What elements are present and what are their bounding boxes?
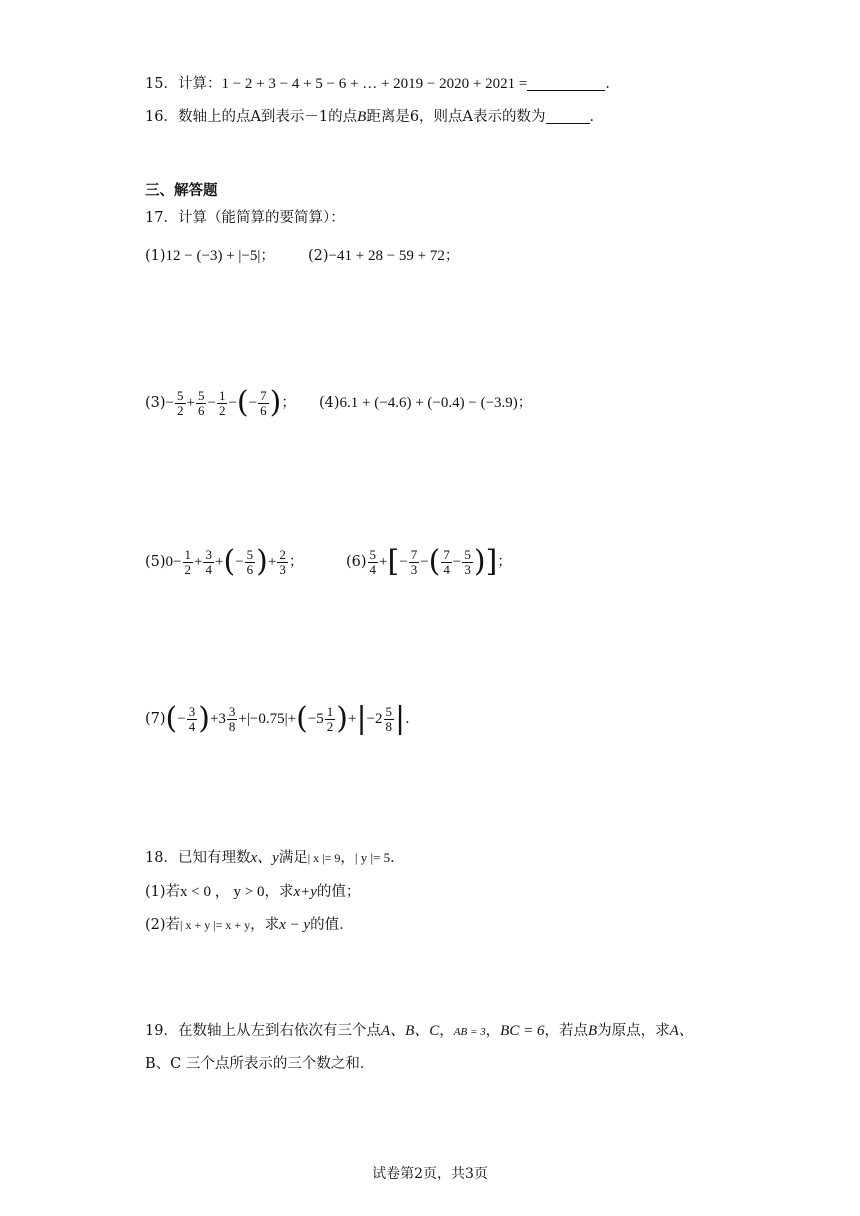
fraction: $\frac{1}{2}$ bbox=[218, 387, 226, 418]
fraction: $\frac{1}{2}$ bbox=[184, 546, 192, 577]
fraction: $\frac{1}{2}$ bbox=[326, 703, 334, 734]
question-17: 17．计算（能简算的要简算）： bbox=[145, 210, 345, 226]
question-19: 19．在数轴上从左到右依次有三个点A、B、C，AB = 3，BC = 6，若点B为原点，求A、 bbox=[145, 1023, 694, 1039]
q17-part-3: (3)− $\frac{5}{2}$ + $\frac{5}{6}$ − $\frac{1}{2}$ −(− $\frac{7}{6}$ )； bbox=[145, 385, 296, 420]
fraction: $\frac{5}{2}$ bbox=[177, 387, 184, 418]
question-18: 18．已知有理数x、y满足| x |= 9，| y |= 5． bbox=[145, 850, 405, 866]
question-number: 15． bbox=[145, 76, 178, 92]
q17-part-4: (4)6.1 + (−4.6) + (−0.4) − (−3.9)； bbox=[319, 395, 533, 411]
page-footer: 试卷第2页，共3页 bbox=[372, 1166, 488, 1182]
q17-part-5: (5)0− $\frac{1}{2}$ + $\frac{3}{4}$ +(− $\frac{5}{6}$ )+ $\frac{2}{3}$ ； bbox=[145, 544, 304, 579]
fraction: $\frac{5}{4}$ bbox=[369, 546, 377, 577]
q17-part-1: (1)12 − (−3) + |−5|； bbox=[145, 248, 275, 264]
question-16: 16．数轴上的点A到表示－1的点B距离是6，则点A表示的数为 ． bbox=[145, 109, 605, 125]
question-number: 16． bbox=[145, 109, 178, 125]
fraction: $\frac{5}{8}$ bbox=[385, 703, 393, 734]
question-number: 18． bbox=[145, 850, 178, 866]
fraction: $\frac{5}{3}$ bbox=[464, 546, 471, 577]
math-expression: 1 − 2 + 3 − 4 + 5 − 6 + … + 2019 − 2020 + 2021 = bbox=[221, 76, 528, 92]
fraction: $\frac{7}{6}$ bbox=[260, 387, 267, 418]
answer-blank[interactable] bbox=[546, 123, 590, 124]
question-number: 19． bbox=[145, 1023, 178, 1039]
q17-part-2: (2)−41 + 28 − 59 + 72； bbox=[308, 248, 460, 264]
fraction: $\frac{3}{4}$ bbox=[205, 546, 212, 577]
fraction: $\frac{7}{3}$ bbox=[410, 546, 418, 577]
q17-part-7: (7)(− $\frac{3}{4}$ )+3 $\frac{3}{8}$ +|−0.75|+(−5 $\frac{1}{2}$ )+|−2 $\frac{5}{8}$ |． bbox=[145, 701, 420, 736]
fraction: $\frac{5}{6}$ bbox=[246, 546, 254, 577]
section-heading: 三、解答题 bbox=[145, 182, 218, 199]
fraction: $\frac{3}{4}$ bbox=[188, 703, 196, 734]
q17-part-6: (6) $\frac{5}{4}$ +[− $\frac{7}{3}$ −( $\frac{7}{4}$ − $\frac{5}{3}$ )]； bbox=[346, 544, 512, 579]
question-number: 17． bbox=[145, 210, 178, 226]
q18-part-2: (2)若| x + y |= x + y，求x − y的值． bbox=[145, 917, 354, 933]
fraction: $\frac{3}{8}$ bbox=[228, 703, 236, 734]
q18-part-1: (1)若x < 0 ， y > 0，求x+y的值； bbox=[145, 884, 361, 900]
fraction: $\frac{2}{3}$ bbox=[279, 546, 286, 577]
question-19-line-2: B、C 三个点所表示的三个数之和． bbox=[145, 1056, 375, 1072]
answer-blank[interactable] bbox=[527, 90, 605, 91]
fraction: $\frac{7}{4}$ bbox=[443, 546, 450, 577]
question-15: 15．计算：1 − 2 + 3 − 4 + 5 − 6 + … + 2019 − 2020 + 2021 = ． bbox=[145, 76, 620, 92]
fraction: $\frac{5}{6}$ bbox=[197, 387, 205, 418]
